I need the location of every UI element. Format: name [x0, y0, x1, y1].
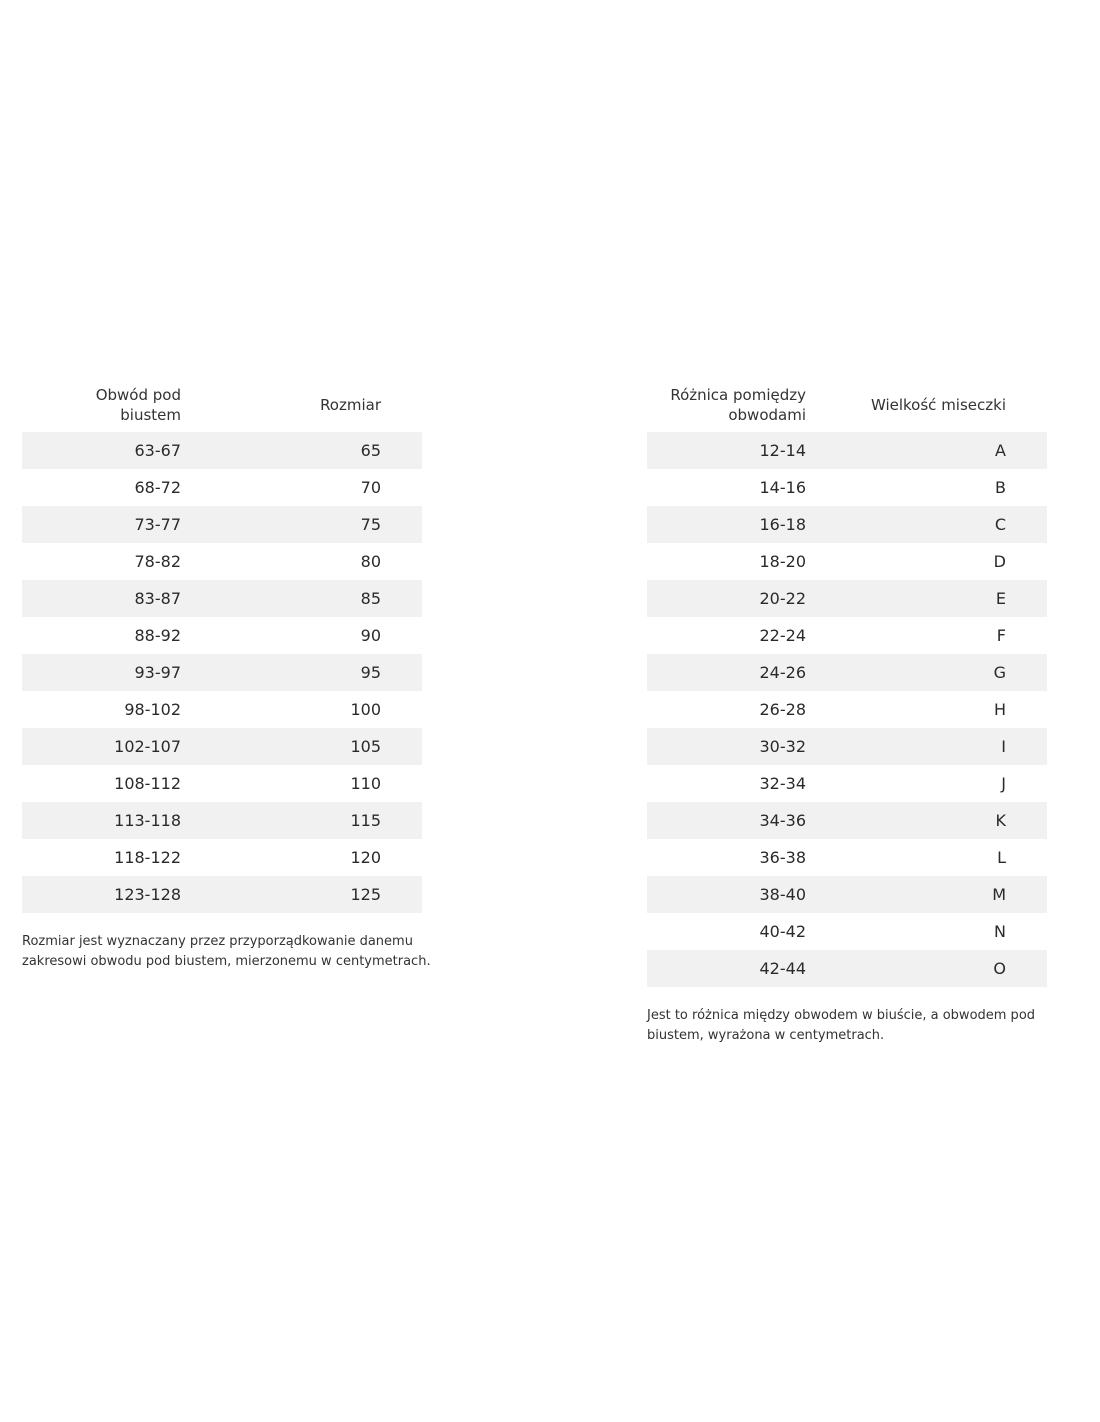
- underbust-range-cell: 108-112: [114, 774, 181, 793]
- difference-range-cell: 20-22: [759, 589, 806, 608]
- table-row: [22, 580, 422, 617]
- cup-column-header: Wielkość miseczki: [870, 396, 1006, 414]
- cup-size-cell: K: [995, 811, 1006, 830]
- table-row: [647, 728, 1047, 765]
- difference-column-header: Różnica pomiędzy obwodami: [670, 386, 806, 424]
- difference-range-cell: 24-26: [759, 663, 806, 682]
- table-row: [647, 839, 1047, 876]
- underbust-column-header: Obwód pod biustem: [95, 386, 181, 424]
- difference-range-cell: 30-32: [759, 737, 806, 756]
- band-size-cell: 115: [350, 811, 381, 830]
- table-row: [647, 765, 1047, 802]
- table-row: [22, 876, 422, 913]
- cup-size-cell: E: [995, 589, 1006, 608]
- underbust-range-cell: 63-67: [134, 441, 181, 460]
- cup-size-cell: H: [993, 700, 1006, 719]
- difference-range-cell: 40-42: [759, 922, 806, 941]
- table-row: [647, 691, 1047, 728]
- underbust-range-cell: 68-72: [134, 478, 181, 497]
- underbust-range-cell: 102-107: [114, 737, 181, 756]
- difference-range-cell: 42-44: [759, 959, 806, 978]
- difference-range-cell: 12-14: [759, 441, 806, 460]
- band-size-table-header: [22, 378, 422, 432]
- difference-range-cell: 26-28: [759, 700, 806, 719]
- table-row: [22, 765, 422, 802]
- table-row: [22, 691, 422, 728]
- band-size-cell: 70: [360, 478, 381, 497]
- band-size-cell: 105: [350, 737, 381, 756]
- table-row: [647, 580, 1047, 617]
- band-size-cell: 65: [360, 441, 381, 460]
- band-size-cell: 110: [350, 774, 381, 793]
- band-size-cell: 85: [360, 589, 381, 608]
- underbust-range-cell: 83-87: [134, 589, 181, 608]
- cup-size-cell: O: [993, 959, 1006, 978]
- cup-size-cell: M: [992, 885, 1006, 904]
- band-size-cell: 95: [360, 663, 381, 682]
- size-column-header: Rozmiar: [320, 396, 381, 414]
- difference-range-cell: 38-40: [759, 885, 806, 904]
- underbust-range-cell: 118-122: [114, 848, 181, 867]
- cup-size-cell: N: [994, 922, 1006, 941]
- table-row: [647, 876, 1047, 913]
- band-size-cell: 90: [360, 626, 381, 645]
- band-size-cell: 75: [360, 515, 381, 534]
- band-size-note: Rozmiar jest wyznaczany przez przyporządkowanie danemu zakresowi obwodu pod biustem, mierzonemu w centymetrach.: [22, 934, 431, 969]
- underbust-range-cell: 113-118: [114, 811, 181, 830]
- table-row: [22, 506, 422, 543]
- band-size-cell: 125: [350, 885, 381, 904]
- difference-range-cell: 32-34: [759, 774, 806, 793]
- table-row: [647, 617, 1047, 654]
- underbust-range-cell: 73-77: [134, 515, 181, 534]
- table-row: [22, 543, 422, 580]
- cup-size-note: Jest to różnica między obwodem w biuście, a obwodem pod biustem, wyrażona w centymetrach.: [647, 1008, 1036, 1043]
- table-row: [647, 506, 1047, 543]
- cup-size-cell: A: [995, 441, 1006, 460]
- table-row: [22, 728, 422, 765]
- difference-range-cell: 16-18: [759, 515, 806, 534]
- difference-range-cell: 14-16: [759, 478, 806, 497]
- table-row: [647, 950, 1047, 987]
- cup-size-cell: C: [994, 515, 1006, 534]
- underbust-range-cell: 88-92: [134, 626, 181, 645]
- cup-size-table-header: [647, 378, 1047, 432]
- table-row: [647, 432, 1047, 469]
- cup-size-cell: J: [1001, 774, 1006, 793]
- cup-size-table: [647, 378, 1047, 987]
- cup-size-cell: F: [996, 626, 1006, 645]
- band-size-table: [22, 378, 422, 913]
- table-row: [647, 654, 1047, 691]
- table-row: [22, 617, 422, 654]
- table-row: [647, 913, 1047, 950]
- table-row: [22, 839, 422, 876]
- band-size-cell: 120: [350, 848, 381, 867]
- table-row: [647, 469, 1047, 506]
- cup-size-cell: G: [993, 663, 1006, 682]
- underbust-range-cell: 78-82: [134, 552, 181, 571]
- difference-range-cell: 34-36: [759, 811, 806, 830]
- cup-size-table-body: [647, 432, 1047, 987]
- cup-size-cell: B: [995, 478, 1006, 497]
- table-row: [647, 802, 1047, 839]
- underbust-range-cell: 93-97: [134, 663, 181, 682]
- difference-range-cell: 22-24: [759, 626, 806, 645]
- cup-size-cell: I: [1001, 737, 1006, 756]
- cup-size-cell: D: [993, 552, 1006, 571]
- difference-range-cell: 36-38: [759, 848, 806, 867]
- cup-size-cell: L: [997, 848, 1006, 867]
- band-size-table-body: [22, 432, 422, 913]
- table-row: [22, 469, 422, 506]
- band-size-cell: 100: [350, 700, 381, 719]
- underbust-range-cell: 123-128: [114, 885, 181, 904]
- table-row: [22, 432, 422, 469]
- difference-range-cell: 18-20: [759, 552, 806, 571]
- band-size-cell: 80: [360, 552, 381, 571]
- table-row: [647, 543, 1047, 580]
- table-row: [22, 802, 422, 839]
- underbust-range-cell: 98-102: [124, 700, 181, 719]
- table-row: [22, 654, 422, 691]
